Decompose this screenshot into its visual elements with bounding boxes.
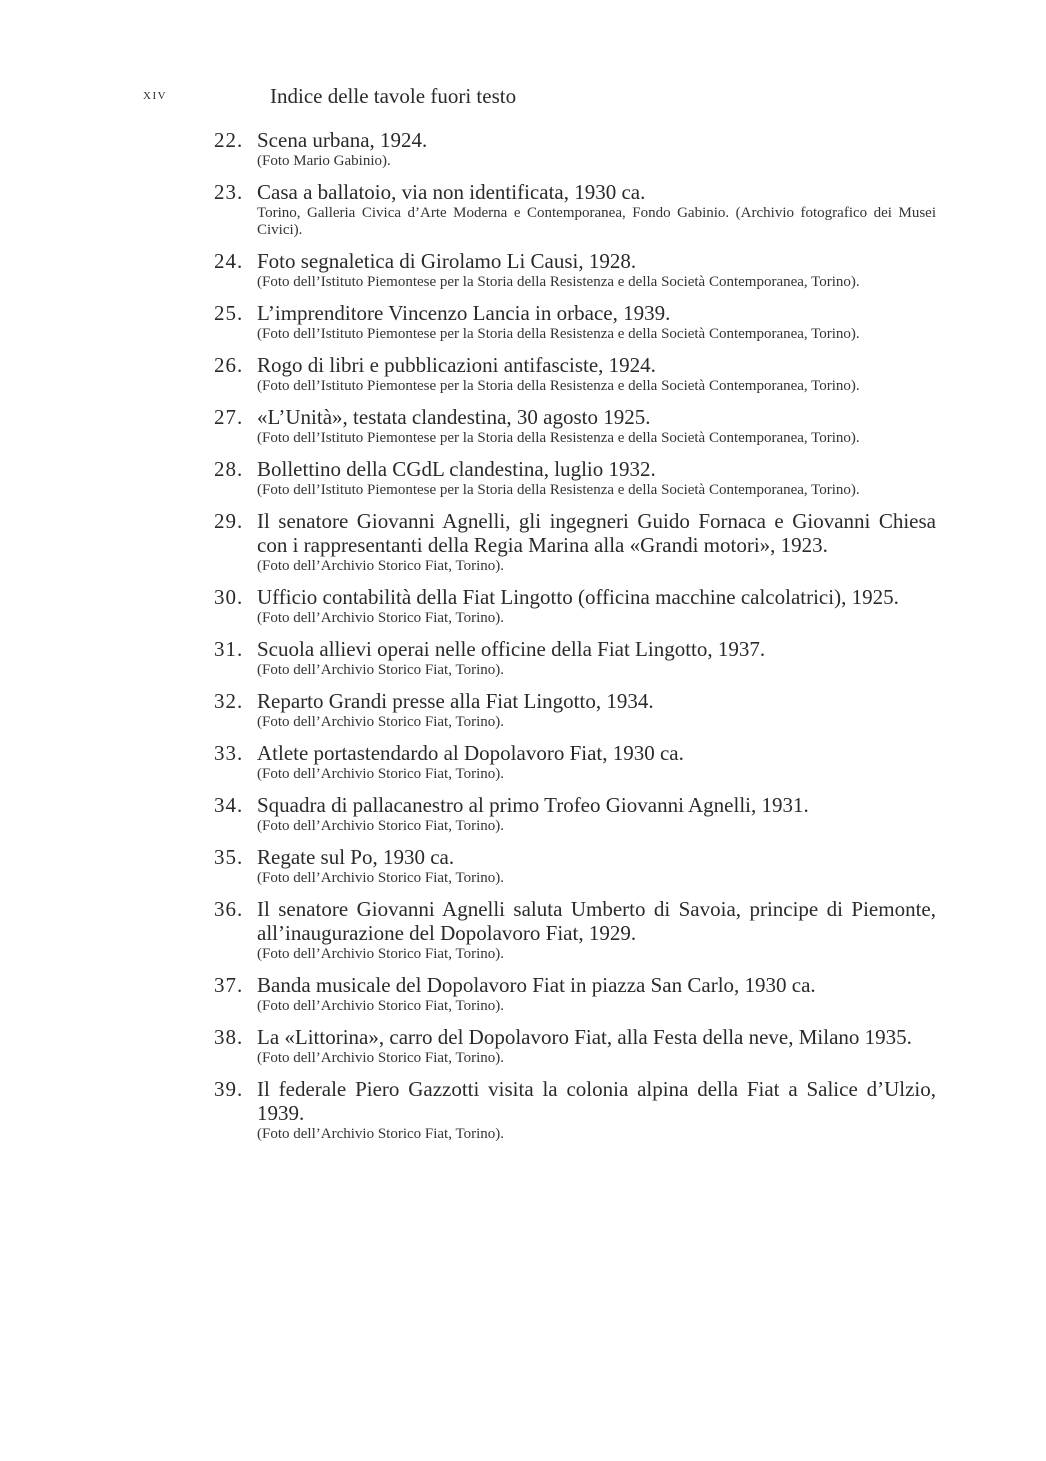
entry-credit: (Foto dell’Archivio Storico Fiat, Torino). [257,714,504,730]
page-number: xiv [143,86,168,103]
entry-title: Foto segnaletica di Girolamo Li Causi, 1928. [257,249,637,273]
entry-number: 33. [214,741,244,765]
entry-credit: (Foto dell’Istituto Piemontese per la Storia della Resistenza e della Società Contemporanea, Torino). [257,326,860,342]
entry-number: 26. [214,353,244,377]
entry-credit: (Foto dell’Archivio Storico Fiat, Torino). [257,946,504,962]
entry-credit: (Foto dell’Archivio Storico Fiat, Torino). [257,1126,504,1142]
entry-title: Banda musicale del Dopolavoro Fiat in piazza San Carlo, 1930 ca. [257,973,816,997]
list-item [214,180,936,239]
entry-credit: (Foto dell’Istituto Piemontese per la Storia della Resistenza e della Società Contemporanea, Torino). [257,274,860,290]
entry-title: Atlete portastendardo al Dopolavoro Fiat, 1930 ca. [257,741,684,765]
entry-number: 25. [214,301,244,325]
entry-title: Rogo di libri e pubblicazioni antifasciste, 1924. [257,353,656,377]
entry-title: La «Littorina», carro del Dopolavoro Fiat, alla Festa della neve, Milano 1935. [257,1025,912,1049]
entry-title: Il senatore Giovanni Agnelli, gli ingegneri Guido Fornaca e Giovanni Chiesa con i rappresentanti della Regia Marina alla «Grandi motori», 1923. [257,509,936,557]
list-item [214,845,936,887]
list-item [214,1077,936,1143]
entry-number: 35. [214,845,244,869]
entry-number: 32. [214,689,244,713]
entry-title: «L’Unità», testata clandestina, 30 agosto 1925. [257,405,651,429]
entry-number: 30. [214,585,244,609]
entry-title: Ufficio contabilità della Fiat Lingotto (officina macchine calcolatrici), 1925. [257,585,899,609]
list-item [214,973,936,1015]
entry-credit: (Foto dell’Archivio Storico Fiat, Torino). [257,998,504,1014]
entry-title: L’imprenditore Vincenzo Lancia in orbace, 1939. [257,301,671,325]
list-item [214,689,936,731]
entry-credit: (Foto dell’Archivio Storico Fiat, Torino). [257,1050,504,1066]
entry-number: 29. [214,509,244,533]
list-item [214,353,936,395]
entry-number: 28. [214,457,244,481]
entry-title: Scuola allievi operai nelle officine della Fiat Lingotto, 1937. [257,637,766,661]
list-item [214,741,936,783]
entry-number: 27. [214,405,244,429]
entry-credit: (Foto dell’Archivio Storico Fiat, Torino). [257,662,504,678]
plates-index-list [214,128,936,1153]
entry-credit: (Foto dell’Archivio Storico Fiat, Torino). [257,870,504,886]
entry-credit: (Foto dell’Istituto Piemontese per la Storia della Resistenza e della Società Contemporanea, Torino). [257,378,860,394]
entry-title: Bollettino della CGdL clandestina, luglio 1932. [257,457,656,481]
entry-number: 39. [214,1077,244,1101]
entry-title: Il federale Piero Gazzotti visita la colonia alpina della Fiat a Salice d’Ulzio, 1939. [257,1077,936,1125]
entry-credit: (Foto Mario Gabinio). [257,153,391,169]
list-item [214,405,936,447]
list-item [214,897,936,963]
entry-number: 31. [214,637,244,661]
entry-number: 34. [214,793,244,817]
page-header [0,84,1046,114]
entry-credit: (Foto dell’Istituto Piemontese per la Storia della Resistenza e della Società Contemporanea, Torino). [257,430,860,446]
list-item [214,301,936,343]
entry-title: Scena urbana, 1924. [257,128,428,152]
list-item [214,1025,936,1067]
entry-title: Squadra di pallacanestro al primo Trofeo Giovanni Agnelli, 1931. [257,793,809,817]
list-item [214,128,936,170]
list-item [214,585,936,627]
entry-credit: (Foto dell’Archivio Storico Fiat, Torino). [257,818,504,834]
entry-number: 24. [214,249,244,273]
entry-number: 36. [214,897,244,921]
list-item [214,793,936,835]
entry-credit: (Foto dell’Archivio Storico Fiat, Torino). [257,610,504,626]
list-item [214,637,936,679]
entry-credit: (Foto dell’Archivio Storico Fiat, Torino). [257,766,504,782]
entry-credit: (Foto dell’Istituto Piemontese per la Storia della Resistenza e della Società Contemporanea, Torino). [257,482,860,498]
entry-title: Il senatore Giovanni Agnelli saluta Umberto di Savoia, principe di Piemonte, all’inaugurazione del Dopolavoro Fiat, 1929. [257,897,936,945]
entry-title: Reparto Grandi presse alla Fiat Lingotto, 1934. [257,689,654,713]
entry-number: 37. [214,973,244,997]
list-item [214,509,936,575]
entry-number: 22. [214,128,244,152]
entry-number: 23. [214,180,244,204]
running-title: Indice delle tavole fuori testo [270,84,517,108]
entry-title: Regate sul Po, 1930 ca. [257,845,455,869]
entry-credit: Torino, Galleria Civica d’Arte Moderna e Contemporanea, Fondo Gabinio. (Archivio fotografico dei Musei Civici). [257,205,936,238]
entry-title: Casa a ballatoio, via non identificata, 1930 ca. [257,180,646,204]
entry-number: 38. [214,1025,244,1049]
entry-credit: (Foto dell’Archivio Storico Fiat, Torino). [257,558,504,574]
list-item [214,249,936,291]
list-item [214,457,936,499]
